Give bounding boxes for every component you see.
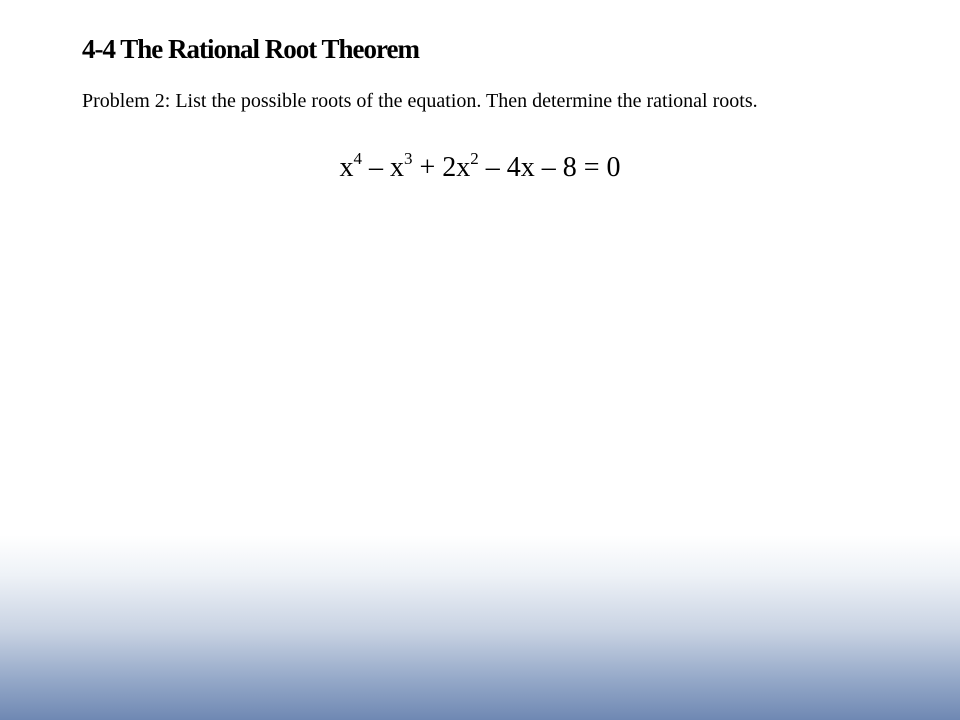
problem-statement: Problem 2: List the possible roots of the equation. Then determine the rational roots. — [82, 90, 758, 112]
equation-tail: – 4x – 8 = 0 — [478, 152, 621, 183]
equation-term-x4-exponent: 4 — [353, 149, 362, 168]
equation-term-x3-base: – x — [361, 152, 404, 183]
polynomial-equation — [0, 149, 960, 184]
equation-term-x2-base: + 2x — [412, 152, 471, 183]
equation-term-x2-exponent: 2 — [470, 149, 479, 168]
equation-term-x3-exponent: 3 — [403, 149, 413, 168]
equation-term-x4-base: x — [339, 152, 354, 183]
slide-title: 4-4 The Rational Root Theorem — [82, 34, 420, 64]
